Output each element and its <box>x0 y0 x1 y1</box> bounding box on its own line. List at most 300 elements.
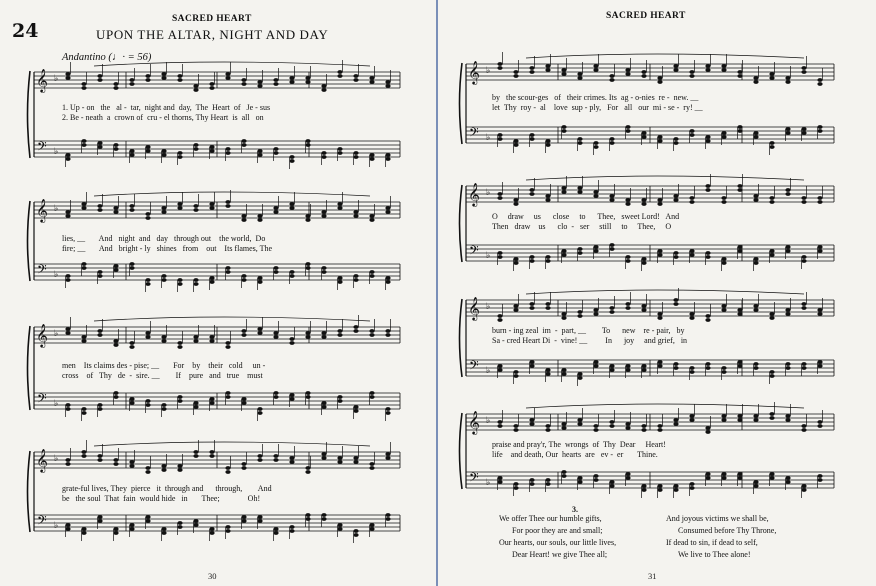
notehead <box>577 251 582 255</box>
notehead <box>65 153 70 157</box>
treble-clef-icon: 𝄞 <box>36 448 48 472</box>
notehead <box>753 308 758 312</box>
treble-clef-icon: 𝄞 <box>468 182 480 206</box>
notehead <box>289 270 294 274</box>
notehead <box>721 472 726 476</box>
notehead <box>705 139 710 143</box>
notehead <box>609 424 614 428</box>
notehead <box>545 259 550 263</box>
notehead <box>785 80 790 84</box>
tempo-marking: Andantino (♩· = 56) <box>62 52 152 63</box>
notehead <box>513 486 518 490</box>
notehead <box>657 428 662 432</box>
right-page <box>438 0 876 586</box>
notehead <box>769 412 774 416</box>
phrase-slur <box>94 192 370 196</box>
notehead <box>721 308 726 312</box>
notehead <box>97 458 102 462</box>
key-flat-icon: ♭ <box>486 251 491 261</box>
notehead <box>689 253 694 257</box>
notehead <box>353 460 358 464</box>
notehead <box>65 527 70 531</box>
notehead <box>289 202 294 206</box>
notehead <box>609 484 614 488</box>
notehead <box>97 78 102 82</box>
notehead <box>545 255 550 259</box>
notehead <box>97 454 102 458</box>
notehead <box>753 135 758 139</box>
notehead <box>769 312 774 316</box>
notehead <box>225 529 230 533</box>
notehead <box>129 153 134 157</box>
notehead <box>241 397 246 401</box>
notehead <box>225 266 230 270</box>
notehead <box>81 527 86 531</box>
notehead <box>337 276 342 280</box>
notehead <box>225 72 230 76</box>
notehead <box>593 364 598 368</box>
notehead <box>129 523 134 527</box>
notehead <box>161 206 166 210</box>
notehead <box>369 395 374 399</box>
notehead <box>721 131 726 135</box>
notehead <box>369 153 374 157</box>
notehead <box>497 137 502 141</box>
notehead <box>177 155 182 159</box>
notehead <box>305 80 310 84</box>
notehead <box>785 127 790 131</box>
notehead <box>305 214 310 218</box>
notehead <box>577 190 582 194</box>
left-running-head: SACRED HEART <box>172 14 252 24</box>
notehead <box>241 139 246 143</box>
notehead <box>337 527 342 531</box>
notehead <box>225 270 230 274</box>
notehead <box>193 450 198 454</box>
key-flat-icon: ♭ <box>486 366 491 376</box>
notehead <box>97 515 102 519</box>
notehead <box>561 125 566 129</box>
notehead <box>225 470 230 474</box>
left-system-2-lyric-2: fire; __ And bright - ly shines from out Its flames, The <box>62 244 273 253</box>
notehead <box>689 366 694 370</box>
notehead <box>801 127 806 131</box>
notehead <box>817 360 822 364</box>
notehead <box>385 411 390 415</box>
notehead <box>753 414 758 418</box>
notehead <box>193 519 198 523</box>
right-system-2-lyric-1: O draw us close to Thee, sweet Lord! And <box>492 212 680 221</box>
notehead <box>561 68 566 72</box>
notehead <box>785 308 790 312</box>
notehead <box>545 143 550 147</box>
notehead <box>705 476 710 480</box>
right-system-2-lyric-2: Then draw us clo - ser still to Thee, O <box>492 222 672 231</box>
notehead <box>721 196 726 200</box>
notehead <box>289 155 294 159</box>
notehead <box>65 403 70 407</box>
notehead <box>673 194 678 198</box>
notehead <box>817 78 822 82</box>
key-flat-icon: ♭ <box>54 74 59 84</box>
notehead <box>337 280 342 284</box>
notehead <box>753 484 758 488</box>
right-music-staves <box>438 0 876 586</box>
notehead <box>529 478 534 482</box>
system-brace-2 <box>28 201 31 281</box>
notehead <box>753 480 758 484</box>
notehead <box>257 458 262 462</box>
notehead <box>129 208 134 212</box>
notehead <box>785 245 790 249</box>
notehead <box>385 407 390 411</box>
notehead <box>801 131 806 135</box>
notehead <box>97 208 102 212</box>
notehead <box>129 266 134 270</box>
left-page <box>0 0 436 586</box>
notehead <box>593 360 598 364</box>
notehead <box>609 137 614 141</box>
notehead <box>673 366 678 370</box>
notehead <box>369 523 374 527</box>
notehead <box>705 366 710 370</box>
notehead <box>65 72 70 76</box>
notehead <box>305 262 310 266</box>
notehead <box>273 331 278 335</box>
notehead <box>529 188 534 192</box>
notehead <box>817 424 822 428</box>
notehead <box>145 335 150 339</box>
notehead <box>81 262 86 266</box>
notehead <box>673 418 678 422</box>
notehead <box>721 261 726 265</box>
notehead <box>193 454 198 458</box>
notehead <box>657 364 662 368</box>
notehead <box>497 196 502 200</box>
notehead <box>241 143 246 147</box>
notehead <box>225 200 230 204</box>
notehead <box>753 194 758 198</box>
notehead <box>753 261 758 265</box>
notehead <box>177 395 182 399</box>
right-system-4-lyric-2: life and death, Our hearts are ev - er Thine. <box>492 450 658 459</box>
verse-3-right-line-1: And joyous victims we shall be, <box>666 514 769 523</box>
notehead <box>81 450 86 454</box>
notehead <box>97 329 102 333</box>
notehead <box>225 147 230 151</box>
notehead <box>353 278 358 282</box>
right-system-4-lyric-1: praise and pray'r, The wrongs of Thy Dear Heart! <box>492 440 666 449</box>
notehead <box>609 78 614 82</box>
notehead <box>209 206 214 210</box>
notehead <box>177 278 182 282</box>
notehead <box>273 531 278 535</box>
phrase-slur <box>526 176 804 180</box>
notehead <box>321 335 326 339</box>
notehead <box>529 192 534 196</box>
system-brace-6 <box>460 185 463 262</box>
notehead <box>497 133 502 137</box>
treble-clef-icon: 𝄞 <box>468 60 480 84</box>
notehead <box>161 274 166 278</box>
notehead <box>257 84 262 88</box>
bass-clef-icon: 𝄢 <box>469 243 479 261</box>
notehead <box>593 194 598 198</box>
notehead <box>625 68 630 72</box>
notehead <box>65 157 70 161</box>
notehead <box>497 476 502 480</box>
notehead <box>305 266 310 270</box>
notehead <box>561 312 566 316</box>
notehead <box>385 329 390 333</box>
notehead <box>65 214 70 218</box>
notehead <box>513 70 518 74</box>
notehead <box>129 345 134 349</box>
notehead <box>177 151 182 155</box>
notehead <box>545 428 550 432</box>
notehead <box>529 302 534 306</box>
notehead <box>497 192 502 196</box>
notehead <box>625 364 630 368</box>
notehead <box>113 143 118 147</box>
notehead <box>561 372 566 376</box>
notehead <box>593 428 598 432</box>
notehead <box>737 414 742 418</box>
notehead <box>689 316 694 320</box>
notehead <box>145 470 150 474</box>
notehead <box>353 151 358 155</box>
notehead <box>385 153 390 157</box>
notehead <box>257 149 262 153</box>
key-flat-icon: ♭ <box>486 188 491 198</box>
notehead <box>801 428 806 432</box>
notehead <box>577 72 582 76</box>
notehead <box>561 368 566 372</box>
notehead <box>193 204 198 208</box>
notehead <box>657 484 662 488</box>
notehead <box>513 202 518 206</box>
notehead <box>385 210 390 214</box>
notehead <box>193 401 198 405</box>
notehead <box>721 366 726 370</box>
notehead <box>65 331 70 335</box>
notehead <box>769 316 774 320</box>
notehead <box>81 407 86 411</box>
notehead <box>817 308 822 312</box>
notehead <box>321 401 326 405</box>
bass-clef-icon: 𝄢 <box>37 139 47 157</box>
treble-clef-icon: 𝄞 <box>36 68 48 92</box>
notehead <box>625 302 630 306</box>
notehead <box>385 452 390 456</box>
notehead <box>641 257 646 261</box>
notehead <box>817 82 822 86</box>
notehead <box>753 366 758 370</box>
notehead <box>721 64 726 68</box>
notehead <box>113 86 118 90</box>
notehead <box>257 280 262 284</box>
right-system-1-lyric-1: by the scour-ges of their crimes. Its ag - o-nies re - new. __ <box>492 93 699 102</box>
notehead <box>209 202 214 206</box>
notehead <box>353 329 358 333</box>
notehead <box>241 214 246 218</box>
notehead <box>561 72 566 76</box>
notehead <box>673 137 678 141</box>
notehead <box>241 278 246 282</box>
notehead <box>529 418 534 422</box>
notehead <box>705 255 710 259</box>
phrase-slur <box>94 317 370 321</box>
notehead <box>801 424 806 428</box>
notehead <box>769 196 774 200</box>
notehead <box>529 255 534 259</box>
notehead <box>609 141 614 145</box>
left-system-2-lyric-1: lies, __ And night and day through out the world, Do <box>62 234 266 243</box>
notehead <box>129 464 134 468</box>
notehead <box>657 316 662 320</box>
notehead <box>673 488 678 492</box>
notehead <box>273 78 278 82</box>
system-brace-8 <box>460 413 463 489</box>
notehead <box>209 454 214 458</box>
notehead <box>97 407 102 411</box>
notehead <box>305 143 310 147</box>
notehead <box>657 198 662 202</box>
notehead <box>513 74 518 78</box>
notehead <box>769 476 774 480</box>
notehead <box>289 76 294 80</box>
notehead <box>257 331 262 335</box>
notehead <box>113 206 118 210</box>
notehead <box>129 401 134 405</box>
notehead <box>129 262 134 266</box>
notehead <box>497 364 502 368</box>
notehead <box>97 519 102 523</box>
notehead <box>801 70 806 74</box>
notehead <box>209 149 214 153</box>
notehead <box>225 345 230 349</box>
notehead <box>721 200 726 204</box>
notehead <box>673 255 678 259</box>
notehead <box>97 274 102 278</box>
notehead <box>625 202 630 206</box>
treble-clef-icon: 𝄞 <box>468 410 480 434</box>
notehead <box>289 341 294 345</box>
right-page-number: 31 <box>648 571 657 581</box>
notehead <box>689 249 694 253</box>
notehead <box>369 329 374 333</box>
notehead <box>625 125 630 129</box>
notehead <box>769 145 774 149</box>
notehead <box>305 335 310 339</box>
notehead <box>737 308 742 312</box>
notehead <box>305 466 310 470</box>
notehead <box>273 391 278 395</box>
notehead <box>657 76 662 80</box>
notehead <box>81 531 86 535</box>
system-brace-1 <box>28 71 31 158</box>
key-flat-icon: ♭ <box>486 416 491 426</box>
notehead <box>641 74 646 78</box>
notehead <box>257 454 262 458</box>
notehead <box>609 310 614 314</box>
notehead <box>65 278 70 282</box>
notehead <box>513 257 518 261</box>
notehead <box>241 218 246 222</box>
notehead <box>561 422 566 426</box>
notehead <box>769 253 774 257</box>
notehead <box>369 466 374 470</box>
left-page-number: 30 <box>208 571 217 581</box>
verse-3-right-line-4: We live to Thee alone! <box>678 550 751 559</box>
verse-3-left-line-4: Dear Heart! we give Thee all; <box>512 550 608 559</box>
phrase-slur <box>526 54 804 58</box>
notehead <box>545 68 550 72</box>
notehead <box>97 141 102 145</box>
notehead <box>817 245 822 249</box>
notehead <box>177 399 182 403</box>
verse-3-right-line-3: If dead to sin, if dead to self, <box>666 538 758 547</box>
notehead <box>721 68 726 72</box>
notehead <box>657 80 662 84</box>
notehead <box>593 141 598 145</box>
notehead <box>737 476 742 480</box>
notehead <box>241 401 246 405</box>
key-flat-icon: ♭ <box>486 133 491 143</box>
notehead <box>353 155 358 159</box>
notehead <box>641 198 646 202</box>
notehead <box>353 405 358 409</box>
notehead <box>753 76 758 80</box>
notehead <box>129 527 134 531</box>
notehead <box>129 204 134 208</box>
notehead <box>545 424 550 428</box>
notehead <box>801 302 806 306</box>
notehead <box>817 420 822 424</box>
notehead <box>545 139 550 143</box>
notehead <box>161 527 166 531</box>
notehead <box>641 368 646 372</box>
notehead <box>721 370 726 374</box>
notehead <box>193 405 198 409</box>
notehead <box>385 157 390 161</box>
notehead <box>705 135 710 139</box>
notehead <box>609 306 614 310</box>
notehead <box>577 310 582 314</box>
notehead <box>785 362 790 366</box>
notehead <box>209 145 214 149</box>
notehead <box>145 149 150 153</box>
notehead <box>577 137 582 141</box>
notehead <box>785 76 790 80</box>
notehead <box>753 304 758 308</box>
notehead <box>225 151 230 155</box>
notehead <box>177 282 182 286</box>
notehead <box>321 517 326 521</box>
notehead <box>161 531 166 535</box>
notehead <box>97 145 102 149</box>
notehead <box>625 129 630 133</box>
key-flat-icon: ♭ <box>54 329 59 339</box>
notehead <box>785 480 790 484</box>
notehead <box>545 302 550 306</box>
notehead <box>257 411 262 415</box>
notehead <box>801 259 806 263</box>
key-flat-icon: ♭ <box>54 399 59 409</box>
notehead <box>305 391 310 395</box>
notehead <box>545 64 550 68</box>
notehead <box>369 214 374 218</box>
